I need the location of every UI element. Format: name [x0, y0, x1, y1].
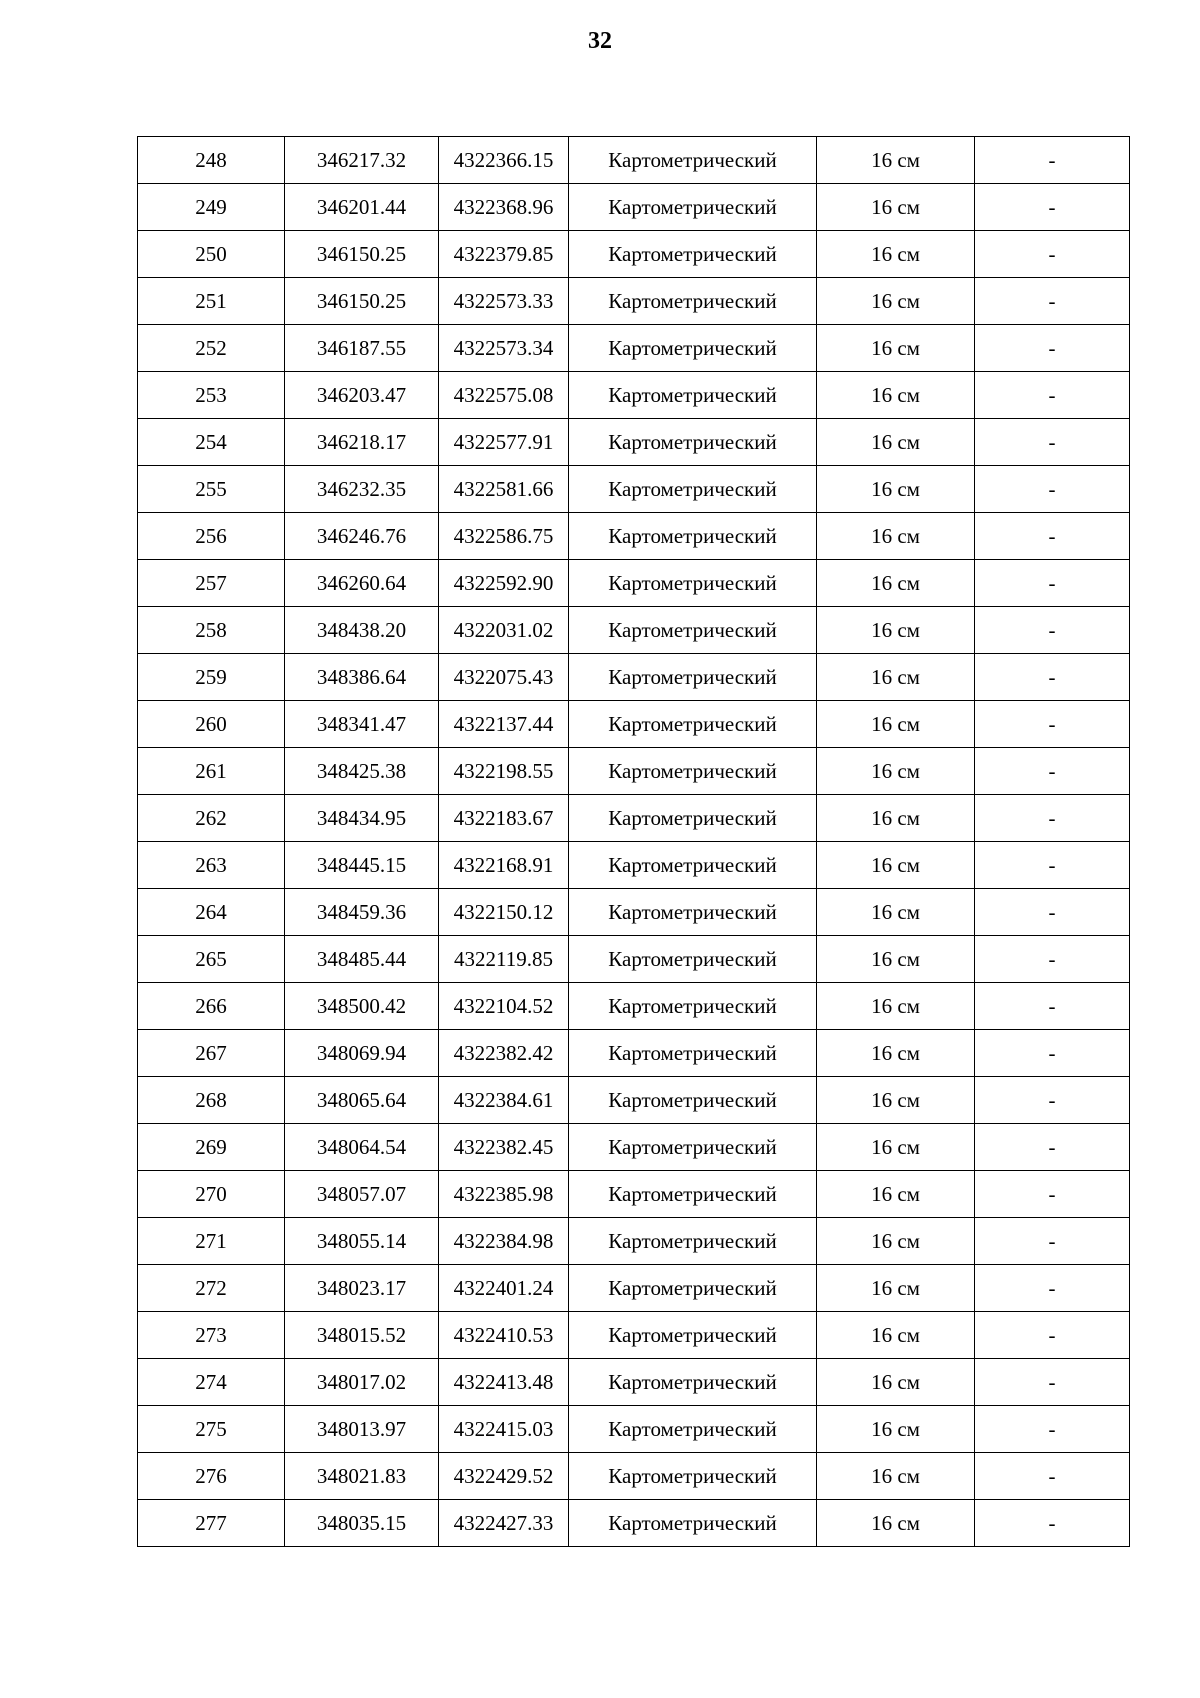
point-number-cell: 276: [138, 1453, 285, 1500]
table-row: [138, 748, 1130, 795]
note-cell: -: [975, 1500, 1130, 1547]
point-number-cell: 277: [138, 1500, 285, 1547]
y-coordinate-cell: 4322413.48: [439, 1359, 569, 1406]
x-coordinate-cell: 346217.32: [285, 137, 439, 184]
note-cell: -: [975, 278, 1130, 325]
point-number-cell: 253: [138, 372, 285, 419]
y-coordinate-cell: 4322429.52: [439, 1453, 569, 1500]
accuracy-cell: 16 см: [817, 513, 975, 560]
method-cell: Картометрический: [569, 137, 817, 184]
note-cell: -: [975, 184, 1130, 231]
accuracy-cell: 16 см: [817, 419, 975, 466]
table-row: [138, 1500, 1130, 1547]
point-number-cell: 260: [138, 701, 285, 748]
y-coordinate-cell: 4322592.90: [439, 560, 569, 607]
y-coordinate-cell: 4322104.52: [439, 983, 569, 1030]
y-coordinate-cell: 4322384.98: [439, 1218, 569, 1265]
method-cell: Картометрический: [569, 513, 817, 560]
x-coordinate-cell: 348013.97: [285, 1406, 439, 1453]
accuracy-cell: 16 см: [817, 1406, 975, 1453]
note-cell: -: [975, 513, 1130, 560]
y-coordinate-cell: 4322075.43: [439, 654, 569, 701]
y-coordinate-cell: 4322183.67: [439, 795, 569, 842]
note-cell: -: [975, 1265, 1130, 1312]
note-cell: -: [975, 1077, 1130, 1124]
page-number: 32: [588, 28, 612, 54]
point-number-cell: 252: [138, 325, 285, 372]
point-number-cell: 267: [138, 1030, 285, 1077]
table-row: [138, 1453, 1130, 1500]
note-cell: -: [975, 654, 1130, 701]
method-cell: Картометрический: [569, 466, 817, 513]
y-coordinate-cell: 4322198.55: [439, 748, 569, 795]
table-row: [138, 1030, 1130, 1077]
method-cell: Картометрический: [569, 701, 817, 748]
x-coordinate-cell: 346150.25: [285, 278, 439, 325]
point-number-cell: 269: [138, 1124, 285, 1171]
table-row: [138, 842, 1130, 889]
y-coordinate-cell: 4322379.85: [439, 231, 569, 278]
y-coordinate-cell: 4322168.91: [439, 842, 569, 889]
point-number-cell: 272: [138, 1265, 285, 1312]
method-cell: Картометрический: [569, 748, 817, 795]
accuracy-cell: 16 см: [817, 936, 975, 983]
method-cell: Картометрический: [569, 231, 817, 278]
note-cell: -: [975, 137, 1130, 184]
note-cell: -: [975, 1406, 1130, 1453]
method-cell: Картометрический: [569, 936, 817, 983]
accuracy-cell: 16 см: [817, 137, 975, 184]
accuracy-cell: 16 см: [817, 184, 975, 231]
table-row: [138, 1124, 1130, 1171]
table-row: [138, 560, 1130, 607]
accuracy-cell: 16 см: [817, 701, 975, 748]
x-coordinate-cell: 348434.95: [285, 795, 439, 842]
accuracy-cell: 16 см: [817, 748, 975, 795]
method-cell: Картометрический: [569, 1124, 817, 1171]
note-cell: -: [975, 607, 1130, 654]
accuracy-cell: 16 см: [817, 607, 975, 654]
note-cell: -: [975, 231, 1130, 278]
table-row: [138, 419, 1130, 466]
method-cell: Картометрический: [569, 1500, 817, 1547]
method-cell: Картометрический: [569, 325, 817, 372]
accuracy-cell: 16 см: [817, 842, 975, 889]
accuracy-cell: 16 см: [817, 1312, 975, 1359]
x-coordinate-cell: 348438.20: [285, 607, 439, 654]
note-cell: -: [975, 466, 1130, 513]
point-number-cell: 250: [138, 231, 285, 278]
point-number-cell: 249: [138, 184, 285, 231]
accuracy-cell: 16 см: [817, 1171, 975, 1218]
accuracy-cell: 16 см: [817, 278, 975, 325]
y-coordinate-cell: 4322573.33: [439, 278, 569, 325]
table-row: [138, 372, 1130, 419]
point-number-cell: 254: [138, 419, 285, 466]
note-cell: -: [975, 889, 1130, 936]
note-cell: -: [975, 1030, 1130, 1077]
method-cell: Картометрический: [569, 842, 817, 889]
method-cell: Картометрический: [569, 278, 817, 325]
x-coordinate-cell: 346218.17: [285, 419, 439, 466]
x-coordinate-cell: 348064.54: [285, 1124, 439, 1171]
y-coordinate-cell: 4322368.96: [439, 184, 569, 231]
point-number-cell: 255: [138, 466, 285, 513]
table-row: [138, 936, 1130, 983]
point-number-cell: 261: [138, 748, 285, 795]
accuracy-cell: 16 см: [817, 372, 975, 419]
point-number-cell: 268: [138, 1077, 285, 1124]
method-cell: Картометрический: [569, 607, 817, 654]
table-row: [138, 1265, 1130, 1312]
y-coordinate-cell: 4322573.34: [439, 325, 569, 372]
y-coordinate-cell: 4322401.24: [439, 1265, 569, 1312]
y-coordinate-cell: 4322382.45: [439, 1124, 569, 1171]
table-row: [138, 1218, 1130, 1265]
table-row: [138, 513, 1130, 560]
method-cell: Картометрический: [569, 1406, 817, 1453]
x-coordinate-cell: 348065.64: [285, 1077, 439, 1124]
coordinates-table: [137, 136, 1130, 1547]
accuracy-cell: 16 см: [817, 795, 975, 842]
method-cell: Картометрический: [569, 1265, 817, 1312]
x-coordinate-cell: 348425.38: [285, 748, 439, 795]
note-cell: -: [975, 372, 1130, 419]
table-row: [138, 137, 1130, 184]
accuracy-cell: 16 см: [817, 560, 975, 607]
accuracy-cell: 16 см: [817, 1124, 975, 1171]
x-coordinate-cell: 348021.83: [285, 1453, 439, 1500]
accuracy-cell: 16 см: [817, 654, 975, 701]
x-coordinate-cell: 348035.15: [285, 1500, 439, 1547]
note-cell: -: [975, 1171, 1130, 1218]
y-coordinate-cell: 4322586.75: [439, 513, 569, 560]
table-row: [138, 795, 1130, 842]
method-cell: Картометрический: [569, 889, 817, 936]
y-coordinate-cell: 4322385.98: [439, 1171, 569, 1218]
point-number-cell: 273: [138, 1312, 285, 1359]
coordinates-table-body: [138, 137, 1130, 1547]
x-coordinate-cell: 348055.14: [285, 1218, 439, 1265]
y-coordinate-cell: 4322119.85: [439, 936, 569, 983]
method-cell: Картометрический: [569, 419, 817, 466]
point-number-cell: 265: [138, 936, 285, 983]
x-coordinate-cell: 348057.07: [285, 1171, 439, 1218]
method-cell: Картометрический: [569, 795, 817, 842]
x-coordinate-cell: 346201.44: [285, 184, 439, 231]
table-row: [138, 1406, 1130, 1453]
point-number-cell: 259: [138, 654, 285, 701]
accuracy-cell: 16 см: [817, 1030, 975, 1077]
y-coordinate-cell: 4322577.91: [439, 419, 569, 466]
x-coordinate-cell: 348459.36: [285, 889, 439, 936]
point-number-cell: 271: [138, 1218, 285, 1265]
x-coordinate-cell: 348341.47: [285, 701, 439, 748]
method-cell: Картометрический: [569, 1453, 817, 1500]
accuracy-cell: 16 см: [817, 1077, 975, 1124]
point-number-cell: 248: [138, 137, 285, 184]
table-row: [138, 701, 1130, 748]
x-coordinate-cell: 346246.76: [285, 513, 439, 560]
point-number-cell: 263: [138, 842, 285, 889]
x-coordinate-cell: 348023.17: [285, 1265, 439, 1312]
table-row: [138, 325, 1130, 372]
y-coordinate-cell: 4322427.33: [439, 1500, 569, 1547]
x-coordinate-cell: 346260.64: [285, 560, 439, 607]
table-row: [138, 466, 1130, 513]
y-coordinate-cell: 4322382.42: [439, 1030, 569, 1077]
y-coordinate-cell: 4322150.12: [439, 889, 569, 936]
method-cell: Картометрический: [569, 654, 817, 701]
accuracy-cell: 16 см: [817, 325, 975, 372]
note-cell: -: [975, 1359, 1130, 1406]
method-cell: Картометрический: [569, 560, 817, 607]
table-row: [138, 1077, 1130, 1124]
table-row: [138, 231, 1130, 278]
point-number-cell: 275: [138, 1406, 285, 1453]
note-cell: -: [975, 936, 1130, 983]
y-coordinate-cell: 4322575.08: [439, 372, 569, 419]
method-cell: Картометрический: [569, 983, 817, 1030]
y-coordinate-cell: 4322031.02: [439, 607, 569, 654]
point-number-cell: 257: [138, 560, 285, 607]
x-coordinate-cell: 348485.44: [285, 936, 439, 983]
point-number-cell: 270: [138, 1171, 285, 1218]
note-cell: -: [975, 983, 1130, 1030]
table-row: [138, 184, 1130, 231]
accuracy-cell: 16 см: [817, 1500, 975, 1547]
note-cell: -: [975, 1312, 1130, 1359]
accuracy-cell: 16 см: [817, 1265, 975, 1312]
accuracy-cell: 16 см: [817, 983, 975, 1030]
table-row: [138, 1312, 1130, 1359]
accuracy-cell: 16 см: [817, 1453, 975, 1500]
method-cell: Картометрический: [569, 372, 817, 419]
note-cell: -: [975, 701, 1130, 748]
method-cell: Картометрический: [569, 184, 817, 231]
accuracy-cell: 16 см: [817, 466, 975, 513]
accuracy-cell: 16 см: [817, 889, 975, 936]
x-coordinate-cell: 348015.52: [285, 1312, 439, 1359]
method-cell: Картометрический: [569, 1312, 817, 1359]
point-number-cell: 266: [138, 983, 285, 1030]
method-cell: Картометрический: [569, 1359, 817, 1406]
x-coordinate-cell: 346232.35: [285, 466, 439, 513]
x-coordinate-cell: 346150.25: [285, 231, 439, 278]
y-coordinate-cell: 4322137.44: [439, 701, 569, 748]
accuracy-cell: 16 см: [817, 1218, 975, 1265]
method-cell: Картометрический: [569, 1030, 817, 1077]
note-cell: -: [975, 325, 1130, 372]
note-cell: -: [975, 1453, 1130, 1500]
y-coordinate-cell: 4322581.66: [439, 466, 569, 513]
table-row: [138, 889, 1130, 936]
x-coordinate-cell: 346203.47: [285, 372, 439, 419]
note-cell: -: [975, 560, 1130, 607]
note-cell: -: [975, 795, 1130, 842]
y-coordinate-cell: 4322366.15: [439, 137, 569, 184]
method-cell: Картометрический: [569, 1077, 817, 1124]
table-row: [138, 278, 1130, 325]
accuracy-cell: 16 см: [817, 231, 975, 278]
x-coordinate-cell: 348017.02: [285, 1359, 439, 1406]
point-number-cell: 256: [138, 513, 285, 560]
table-row: [138, 1171, 1130, 1218]
point-number-cell: 251: [138, 278, 285, 325]
table-row: [138, 1359, 1130, 1406]
accuracy-cell: 16 см: [817, 1359, 975, 1406]
table-row: [138, 607, 1130, 654]
x-coordinate-cell: 348069.94: [285, 1030, 439, 1077]
x-coordinate-cell: 348500.42: [285, 983, 439, 1030]
note-cell: -: [975, 419, 1130, 466]
note-cell: -: [975, 748, 1130, 795]
y-coordinate-cell: 4322384.61: [439, 1077, 569, 1124]
point-number-cell: 262: [138, 795, 285, 842]
point-number-cell: 274: [138, 1359, 285, 1406]
x-coordinate-cell: 348445.15: [285, 842, 439, 889]
table-row: [138, 654, 1130, 701]
note-cell: -: [975, 1218, 1130, 1265]
method-cell: Картометрический: [569, 1171, 817, 1218]
y-coordinate-cell: 4322415.03: [439, 1406, 569, 1453]
point-number-cell: 258: [138, 607, 285, 654]
point-number-cell: 264: [138, 889, 285, 936]
note-cell: -: [975, 842, 1130, 889]
note-cell: -: [975, 1124, 1130, 1171]
x-coordinate-cell: 348386.64: [285, 654, 439, 701]
y-coordinate-cell: 4322410.53: [439, 1312, 569, 1359]
x-coordinate-cell: 346187.55: [285, 325, 439, 372]
table-row: [138, 983, 1130, 1030]
method-cell: Картометрический: [569, 1218, 817, 1265]
